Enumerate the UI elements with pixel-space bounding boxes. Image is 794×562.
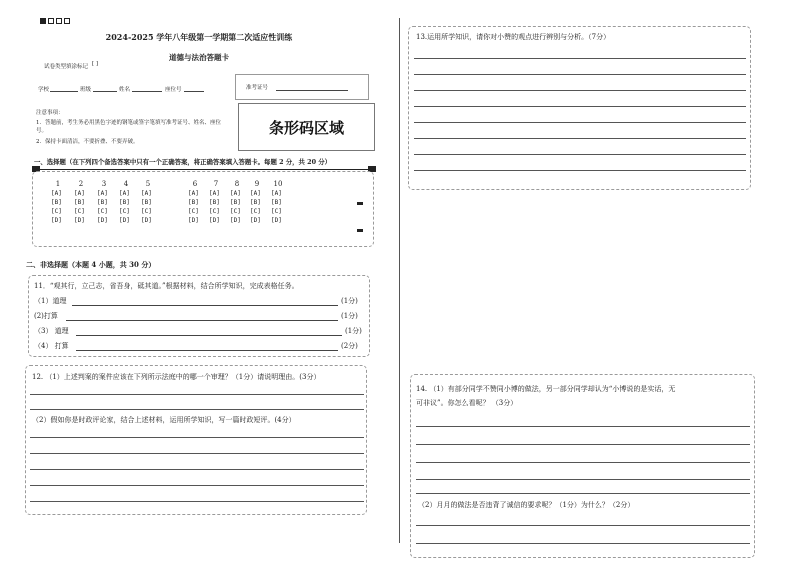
answer-line[interactable] [414,122,746,123]
q11-row-label: （1）道理 [34,297,67,305]
choice-option-a[interactable]: [A] [250,190,261,197]
choice-option-d[interactable]: [D] [141,217,152,224]
q12-part2: （2）假如你是时政评论家，结合上述材料，运用所学知识，写一篇时政短评。(4分） [32,416,296,424]
choice-option-c[interactable]: [C] [188,208,199,215]
choice-option-b[interactable]: [B] [97,199,108,206]
choice-number: 8 [234,180,240,188]
choice-number: 6 [192,180,198,188]
answer-line[interactable] [416,462,750,463]
q14-part1a: 14. （1）有部分同学不赞同小博的做法，另一部分同学却认为“小博说的是实话，无 [416,385,676,393]
q11-row-label: （3） 道理 [34,327,69,335]
notes-item-2: 2．保持卡面清洁，不要折叠、不要弄破。 [36,139,139,145]
answer-line[interactable] [30,453,364,454]
choice-option-a[interactable]: [A] [97,190,108,197]
choice-option-a[interactable]: [A] [74,190,85,197]
answer-line[interactable] [30,394,364,395]
answer-line[interactable] [414,106,746,107]
q11-row-label: （4） 打算 [34,342,69,350]
choice-option-a[interactable]: [A] [230,190,241,197]
choice-option-b[interactable]: [B] [188,199,199,206]
choice-number: 1 [55,180,61,188]
choice-number: 7 [213,180,219,188]
choice-option-b[interactable]: [B] [74,199,85,206]
q11-row-line[interactable] [76,335,342,336]
school-underline [50,91,78,92]
choice-options-q3[interactable] [97,189,108,225]
answer-line[interactable] [30,437,364,438]
q11-row-score: (1分) [341,312,358,320]
answer-line[interactable] [414,170,746,171]
barcode-area [238,103,375,151]
choice-option-a[interactable]: [A] [51,190,62,197]
answer-line[interactable] [30,485,364,486]
corner-marks [40,10,72,18]
sheet-subtitle: 道德与法治答题卡 [169,53,229,62]
answer-line[interactable] [414,154,746,155]
choice-options-q9[interactable] [250,189,261,225]
choice-option-b[interactable]: [B] [230,199,241,206]
choice-option-b[interactable]: [B] [51,199,62,206]
seat-label: 座位号 [165,87,182,93]
notes-item-1: 1．答题前，考生务必用黑色字迹的钢笔或签字笔填写准考证号、姓名、座位 [36,120,222,126]
answer-line[interactable] [416,426,750,427]
exam-id-label: 准考证号 [246,85,269,91]
choice-option-c[interactable]: [C] [119,208,130,215]
choice-option-d[interactable]: [D] [74,217,85,224]
class-underline [93,91,117,92]
choice-option-d[interactable]: [D] [51,217,62,224]
name-label: 姓名 [119,87,131,93]
timing-mark [357,229,363,232]
q12-part1: 12. （1）上述判案的案件应该在下列所示法庭中的哪一个审理？（1分）请说明理由。(3分） [32,373,321,381]
choice-options-q1[interactable] [51,189,62,225]
q11-row-label: (2)打算 [34,312,58,320]
class-field[interactable] [80,85,91,93]
corner-mark-empty [56,18,62,24]
choice-option-d[interactable]: [D] [250,217,261,224]
timing-mark [357,202,363,205]
choice-option-c[interactable]: [C] [141,208,152,215]
answer-line[interactable] [414,90,746,91]
answer-line[interactable] [416,543,750,544]
seat-underline [184,91,204,92]
choice-option-d[interactable]: [D] [97,217,108,224]
q11-row-score: (1分) [345,327,362,335]
choice-option-d[interactable]: [D] [271,217,282,224]
class-label: 班级 [80,87,92,93]
choice-option-d[interactable]: [D] [230,217,241,224]
choice-option-b[interactable]: [B] [250,199,261,206]
exam-id-box[interactable] [235,74,369,100]
answer-line[interactable] [414,138,746,139]
choice-option-c[interactable]: [C] [209,208,220,215]
name-field[interactable] [119,85,130,93]
exam-type-bracket: [ ] [92,61,99,67]
choice-option-d[interactable]: [D] [119,217,130,224]
page-divider [399,18,400,543]
choice-option-c[interactable]: [C] [74,208,85,215]
q11-row-line[interactable] [76,350,338,351]
q11-row-score: (2分) [341,342,358,350]
seat-field[interactable] [165,85,182,93]
choice-option-b[interactable]: [B] [141,199,152,206]
choice-options-q6[interactable] [188,189,199,225]
choice-number: 9 [254,180,260,188]
q12-answer-box[interactable] [25,365,367,515]
section2-title: 二、非选择题（本题 4 小题，共 30 分） [26,260,156,269]
choice-option-a[interactable]: [A] [209,190,220,197]
section1-rule [36,169,376,170]
answer-line[interactable] [30,469,364,470]
answer-line[interactable] [416,444,750,445]
choice-option-c[interactable]: [C] [97,208,108,215]
choice-option-c[interactable]: [C] [230,208,241,215]
school-label: 学校 [38,87,50,93]
name-underline [132,91,162,92]
q11-row-line[interactable] [72,305,338,306]
q13-prompt: 13.运用所学知识，请你对小赞的观点进行辨别与分析。（7分） [416,33,611,41]
choice-options-q8[interactable] [230,189,241,225]
q13-answer-box[interactable] [408,26,751,190]
choice-number: 4 [123,180,129,188]
choice-number: 10 [273,180,283,188]
section1-title: 一、选择题（在下列四个备选答案中只有一个正确答案，将正确答案填入答题卡。每题 2 分，共 20 分） [34,158,332,166]
answer-line[interactable] [30,409,364,410]
q14-part1b: 可非议”。你怎么看呢？ （3分） [416,399,518,407]
answer-line[interactable] [414,74,746,75]
choice-option-b[interactable]: [B] [119,199,130,206]
exam-type-label: 试卷类型填涂标记 [44,64,89,70]
q11-row-line[interactable] [66,320,338,321]
answer-line[interactable] [414,58,746,59]
choice-options-q7[interactable] [209,189,220,225]
choice-options-q2[interactable] [74,189,85,225]
q11-row-score: (1分) [341,297,358,305]
choice-option-d[interactable]: [D] [188,217,199,224]
choice-options-q5[interactable] [141,189,152,225]
notes-title: 注意事项： [36,110,64,116]
corner-mark-empty [48,18,54,24]
exam-id-underline [276,90,348,91]
q11-prompt: 11．“观其行，立己志，省吾身，砥其道。”根据材料，结合所学知识，完成表格任务。 [34,282,299,290]
choice-option-a[interactable]: [A] [119,190,130,197]
choice-option-c[interactable]: [C] [271,208,282,215]
choice-number: 5 [145,180,151,188]
answer-line[interactable] [416,479,750,480]
choice-option-a[interactable]: [A] [188,190,199,197]
choice-option-a[interactable]: [A] [271,190,282,197]
corner-mark-filled [40,18,46,24]
choice-option-c[interactable]: [C] [250,208,261,215]
choice-option-b[interactable]: [B] [209,199,220,206]
corner-mark-empty [64,18,70,24]
choice-option-b[interactable]: [B] [271,199,282,206]
choice-number: 2 [78,180,84,188]
answer-line[interactable] [30,501,364,502]
q14-part2: （2）月月的做法是否违背了诚信的要求呢？（1分）为什么？（2分） [418,501,635,509]
school-field[interactable] [38,85,49,93]
barcode-label: 条形码区域 [268,119,344,137]
sheet-title: 2024-2025 学年八年级第一学期第二次适应性训练 [105,32,293,42]
notes-item-1b: 号。 [36,128,48,134]
answer-line[interactable] [416,493,750,494]
choice-option-a[interactable]: [A] [141,190,152,197]
choice-option-d[interactable]: [D] [209,217,220,224]
choice-option-c[interactable]: [C] [51,208,62,215]
choice-options-q10[interactable] [271,189,282,225]
choice-options-q4[interactable] [119,189,130,225]
answer-line[interactable] [416,525,750,526]
choice-number: 3 [101,180,107,188]
